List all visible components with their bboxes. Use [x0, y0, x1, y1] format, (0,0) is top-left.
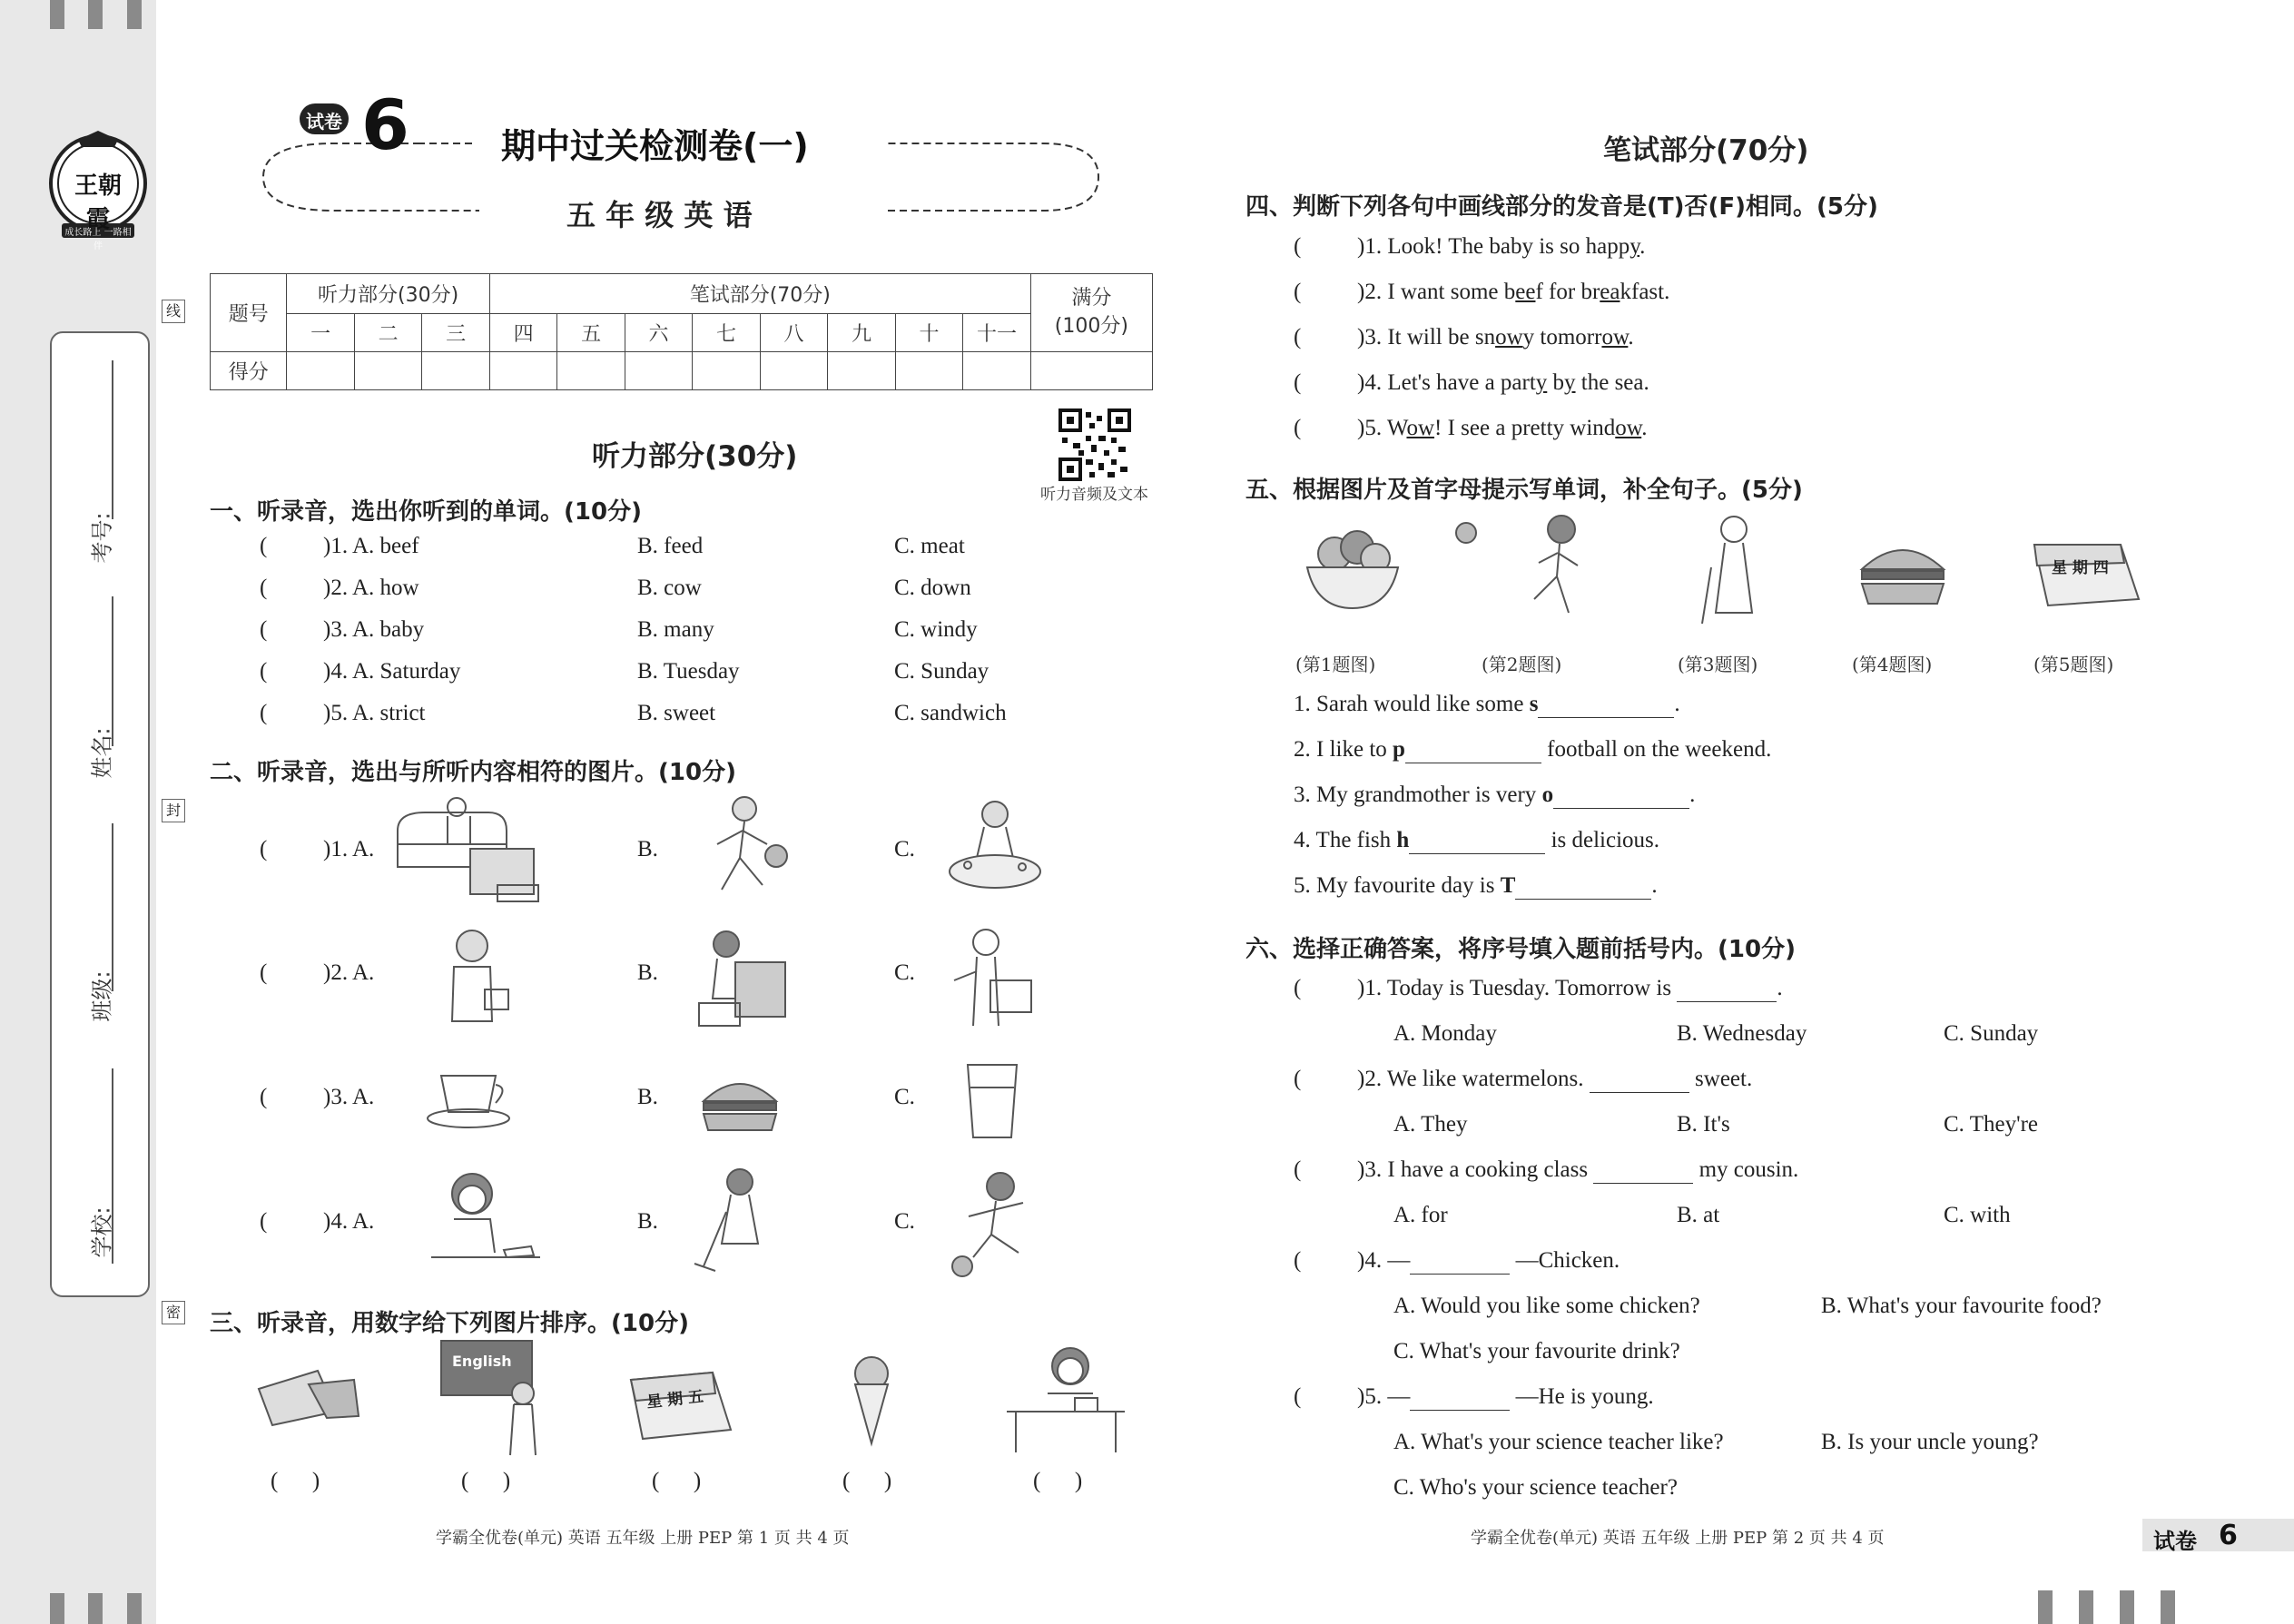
- underlined-part: ow: [1601, 325, 1629, 349]
- score-cell[interactable]: [557, 352, 625, 390]
- hint-letter: h: [1396, 828, 1410, 852]
- order-paren[interactable]: ( ): [1033, 1469, 1083, 1493]
- score-cell[interactable]: [489, 352, 556, 390]
- q-text: 1. Sarah would like some: [1294, 692, 1530, 716]
- answer-blank[interactable]: [1405, 737, 1541, 763]
- option-a: A. They: [1393, 1112, 1468, 1137]
- order-paren[interactable]: ( ): [271, 1469, 320, 1493]
- option-c-label: C.: [894, 837, 915, 861]
- q-text: kfast.: [1620, 280, 1670, 304]
- column-header: 四: [489, 314, 556, 352]
- option-b-label: B.: [637, 960, 658, 985]
- class-label: 班级:: [89, 970, 115, 1022]
- boy-kicking-ball-picture: [1452, 513, 1598, 617]
- picture-caption: (第3题图): [1678, 654, 1758, 675]
- binding-mark: [127, 1593, 142, 1624]
- question-5-1: [1294, 692, 1680, 718]
- column-header: 九: [828, 314, 895, 352]
- part6-heading: 六、选择正确答案，将序号填入题前括号内。(10分): [1245, 936, 1796, 963]
- answer-blank[interactable]: [1409, 828, 1545, 854]
- binding-mark: [2038, 1590, 2053, 1624]
- tea-cup-picture: [423, 1062, 514, 1135]
- column-header: 六: [625, 314, 692, 352]
- calendar-text: 星 期 五: [645, 1387, 704, 1412]
- order-paren[interactable]: ( ): [461, 1469, 511, 1493]
- q-text: )5. —: [1357, 1384, 1411, 1409]
- answer-paren[interactable]: (: [260, 617, 268, 642]
- option-c: C. meat: [894, 534, 965, 558]
- q-text: —He is young.: [1510, 1384, 1654, 1409]
- q-text: .: [1628, 325, 1634, 349]
- underlined-part: ea: [1600, 280, 1620, 304]
- board-text: English: [452, 1353, 512, 1370]
- underlined-part: ee: [1515, 280, 1536, 304]
- question-5-5: [1294, 873, 1658, 900]
- q-text: sweet.: [1689, 1067, 1753, 1091]
- glass-water-picture: [960, 1060, 1024, 1142]
- option-c: C. Who's your science teacher?: [1393, 1475, 1678, 1500]
- full-score-value: (100分): [1054, 314, 1128, 338]
- girl-football-picture: [946, 1166, 1055, 1284]
- answer-blank[interactable]: [1590, 1067, 1689, 1093]
- option-c: C. with: [1944, 1203, 2011, 1227]
- question-4-1: [1357, 234, 1645, 260]
- logo-tagline: 成长路上 一路相伴: [64, 228, 132, 251]
- column-header: 十: [895, 314, 962, 352]
- writing-title: 笔试部分(70分): [1603, 134, 1809, 167]
- seal-mark: 线: [162, 300, 185, 323]
- question-6-4: [1357, 1248, 1620, 1275]
- listening-header: 听力部分(30分): [287, 274, 489, 314]
- option-c: C. sandwich: [894, 701, 1007, 725]
- binding-mark: [2161, 1590, 2175, 1624]
- underlined-part: ow: [1615, 416, 1642, 440]
- question-2-3: )3. A.: [323, 1085, 375, 1109]
- option-b-label: B.: [637, 1085, 658, 1109]
- question-1-4: )4. A. Saturday: [323, 659, 461, 684]
- salad-picture: [1303, 522, 1403, 613]
- column-header: 七: [693, 314, 760, 352]
- picture-caption: (第1题图): [1295, 654, 1376, 675]
- exam-badge-label: 试卷: [306, 111, 342, 133]
- option-c: C. down: [894, 576, 971, 600]
- q-text: The baby is so happ: [1448, 234, 1630, 259]
- girl-sweeping-picture: [690, 1162, 790, 1280]
- question-5-3: [1294, 782, 1695, 809]
- footer-right: 学霸全优卷(单元) 英语 五年级 上册 PEP 第 2 页 共 4 页: [1471, 1529, 1885, 1548]
- q-text: )4. Let's have a part: [1357, 370, 1536, 395]
- girl-piano-picture: [690, 926, 790, 1035]
- answer-paren[interactable]: (: [1294, 370, 1302, 395]
- answer-blank[interactable]: [1677, 976, 1777, 1002]
- q-text: 2. I like to: [1294, 737, 1393, 762]
- option-b: B. sweet: [637, 701, 716, 725]
- sandwich-picture: [254, 1362, 363, 1434]
- q-text: .: [1639, 234, 1646, 259]
- underlined-part: y: [1629, 234, 1640, 259]
- option-a: A. Monday: [1393, 1021, 1497, 1046]
- exam-subtitle: 五 年 级 英 语: [566, 198, 753, 232]
- option-b: B. feed: [637, 534, 704, 558]
- score-table: [210, 273, 1153, 390]
- binding-mark: [2079, 1590, 2093, 1624]
- answer-paren[interactable]: (: [1294, 1067, 1302, 1091]
- question-4-3: [1357, 325, 1634, 350]
- listening-title: 听力部分(30分): [592, 440, 798, 473]
- q-text: )1. Look!: [1357, 234, 1449, 259]
- option-b-label: B.: [637, 837, 658, 861]
- full-score-label: 满分: [1071, 286, 1112, 310]
- boy-picture: [427, 926, 527, 1035]
- answer-blank[interactable]: [1515, 873, 1651, 900]
- hamburger-picture: [1857, 531, 1948, 613]
- q-text: football on the weekend.: [1541, 737, 1772, 762]
- q-text: )4. —: [1357, 1248, 1411, 1273]
- option-b: B. What's your favourite food?: [1821, 1294, 2102, 1318]
- answer-blank[interactable]: [1538, 692, 1674, 718]
- option-a: A. What's your science teacher like?: [1393, 1430, 1724, 1454]
- option-b: B. Wednesday: [1677, 1021, 1807, 1046]
- binding-mark: [88, 0, 103, 29]
- exam-title: 期中过关检测卷(一): [501, 126, 809, 166]
- q-text: 4. The fish: [1294, 828, 1397, 852]
- order-paren[interactable]: ( ): [842, 1469, 892, 1493]
- footer-left: 学霸全优卷(单元) 英语 五年级 上册 PEP 第 1 页 共 4 页: [436, 1529, 850, 1548]
- q-text: the sea.: [1575, 370, 1649, 395]
- score-cell[interactable]: [287, 352, 354, 390]
- question-1-3: )3. A. baby: [323, 617, 425, 642]
- underlined-part: ow: [1406, 416, 1435, 440]
- qr-caption: 听力音频及文本: [1040, 486, 1148, 504]
- answer-paren[interactable]: (: [1294, 1157, 1302, 1182]
- exam-tag-number: 6: [2219, 1520, 2238, 1551]
- question-4-2: [1357, 280, 1669, 305]
- q-text: is delicious.: [1545, 828, 1660, 852]
- question-2-4: )4. A.: [323, 1209, 375, 1234]
- picture-caption: (第4题图): [1852, 654, 1933, 675]
- exam-no-label: 考号:: [89, 512, 115, 564]
- q-text: )2. We like watermelons.: [1357, 1067, 1590, 1091]
- column-header: 五: [557, 314, 625, 352]
- girl-homework-picture: [427, 1166, 545, 1275]
- option-b: B. It's: [1677, 1112, 1730, 1137]
- q-text: f for br: [1535, 280, 1600, 304]
- calendar-text: 星 期 四: [2052, 559, 2109, 577]
- student-info-box: [50, 331, 150, 1297]
- exam-tag-label: 试卷: [2153, 1529, 2197, 1554]
- exam-number: 6: [361, 84, 409, 165]
- score-cell[interactable]: [693, 352, 760, 390]
- question-6-1: [1357, 976, 1783, 1002]
- score-cell[interactable]: [760, 352, 827, 390]
- q-text: )2. I want some b: [1357, 280, 1516, 304]
- score-cell[interactable]: [963, 352, 1030, 390]
- score-cell[interactable]: [422, 352, 489, 390]
- part1-heading: 一、听录音，选出你听到的单词。(10分): [210, 498, 642, 526]
- q-text: my cousin.: [1693, 1157, 1799, 1182]
- option-c: C. Sunday: [894, 659, 989, 684]
- seal-mark: 封: [162, 799, 185, 822]
- ice-cream-picture: [844, 1348, 899, 1448]
- question-1-5: )5. A. strict: [323, 701, 426, 725]
- q-text: )3. I have a cooking class: [1357, 1157, 1594, 1182]
- writing-header: 笔试部分(70分): [489, 274, 1030, 314]
- school-label: 学校:: [89, 1206, 115, 1258]
- question-1-2: )2. A. how: [323, 576, 419, 600]
- option-c: C. windy: [894, 617, 978, 642]
- part4-heading: 四、判断下列各句中画线部分的发音是(T)否(F)相同。(5分): [1245, 193, 1878, 221]
- basketball-boy-picture: [690, 794, 799, 903]
- score-cell[interactable]: [828, 352, 895, 390]
- underlined-part: ow: [1495, 325, 1523, 349]
- part2-heading: 二、听录音，选出与所听内容相符的图片。(10分): [210, 759, 736, 786]
- option-c-label: C.: [894, 1209, 915, 1234]
- order-paren[interactable]: ( ): [652, 1469, 702, 1493]
- question-5-4: [1294, 828, 1659, 854]
- hint-letter: T: [1500, 873, 1516, 898]
- column-header: 八: [760, 314, 827, 352]
- question-2-1: )1. A.: [323, 837, 375, 861]
- question-4-4: [1357, 370, 1649, 396]
- name-label: 姓名:: [89, 727, 115, 779]
- q-text: 3. My grandmother is very: [1294, 782, 1542, 807]
- picture-caption: (第2题图): [1482, 654, 1562, 675]
- score-cell[interactable]: [895, 352, 962, 390]
- answer-paren[interactable]: (: [1294, 280, 1302, 304]
- answer-paren[interactable]: (: [260, 534, 268, 558]
- q-text: 5. My favourite day is: [1294, 873, 1501, 898]
- answer-paren[interactable]: (: [260, 837, 268, 861]
- q-text: y tomorr: [1522, 325, 1602, 349]
- underlined-part: y: [1535, 370, 1548, 395]
- option-b-label: B.: [637, 1209, 658, 1234]
- part5-heading: 五、根据图片及首字母提示写单词，补全句子。(5分): [1245, 477, 1803, 504]
- full-score-cell: [1030, 274, 1152, 352]
- q-text: —Chicken.: [1510, 1248, 1620, 1273]
- question-1-1: )1. A. beef: [323, 534, 419, 558]
- q-text: )5. W: [1357, 416, 1407, 440]
- answer-paren[interactable]: (: [260, 1085, 268, 1109]
- q-text: b: [1547, 370, 1565, 395]
- question-6-5: [1357, 1384, 1654, 1411]
- old-man-picture: [950, 926, 1040, 1044]
- question-2-2: )2. A.: [323, 960, 375, 985]
- underlined-part: y: [1564, 370, 1576, 395]
- binding-mark: [50, 0, 64, 29]
- binding-mark: [88, 1593, 103, 1624]
- binding-mark: [127, 0, 142, 29]
- answer-paren[interactable]: (: [1294, 325, 1302, 349]
- hint-letter: o: [1541, 782, 1554, 807]
- option-b: B. cow: [637, 576, 702, 600]
- hint-letter: s: [1529, 692, 1539, 716]
- option-c-label: C.: [894, 1085, 915, 1109]
- class-line: [112, 823, 113, 991]
- score-cell[interactable]: [354, 352, 421, 390]
- column-header: 三: [422, 314, 489, 352]
- option-b: B. Tuesday: [637, 659, 740, 684]
- answer-paren[interactable]: (: [260, 960, 268, 985]
- exam-no-line: [112, 360, 113, 519]
- option-b: B. many: [637, 617, 714, 642]
- option-c: C. They're: [1944, 1112, 2039, 1137]
- column-header: 一: [287, 314, 354, 352]
- question-6-2: [1357, 1067, 1752, 1093]
- answer-blank[interactable]: [1553, 782, 1689, 809]
- option-a: A. Would you like some chicken?: [1393, 1294, 1700, 1318]
- answer-blank[interactable]: [1410, 1384, 1510, 1411]
- q-text: ! I see a pretty wind: [1434, 416, 1616, 440]
- option-c-label: C.: [894, 960, 915, 985]
- question-4-5: [1357, 416, 1647, 441]
- q-text: .: [1641, 416, 1648, 440]
- q-text: )3. It will be sn: [1357, 325, 1496, 349]
- score-cell[interactable]: [1030, 352, 1152, 390]
- column-header: 二: [354, 314, 421, 352]
- washing-clothes-picture: [940, 794, 1049, 903]
- q-text: .: [1777, 976, 1783, 1000]
- logo-text: 王朝霞: [74, 172, 122, 233]
- hint-letter: p: [1393, 737, 1405, 762]
- answer-paren[interactable]: (: [1294, 1384, 1302, 1409]
- row-label-score: 得分: [211, 352, 287, 390]
- answer-paren[interactable]: (: [1294, 1248, 1302, 1273]
- qr-code[interactable]: [1058, 408, 1131, 481]
- answer-paren[interactable]: (: [260, 659, 268, 684]
- binding-mark: [2120, 1590, 2134, 1624]
- row-label-question: 题号: [211, 274, 287, 352]
- q-text: .: [1689, 782, 1696, 807]
- answer-paren[interactable]: (: [260, 576, 268, 600]
- score-cell[interactable]: [625, 352, 692, 390]
- seal-mark: 密: [162, 1301, 185, 1324]
- brand-logo: [44, 127, 153, 251]
- boy-desk-picture: [1002, 1343, 1129, 1457]
- column-header: 十一: [963, 314, 1030, 352]
- binding-mark: [50, 1593, 64, 1624]
- answer-paren[interactable]: (: [260, 1209, 268, 1234]
- q-text: )1. Today is Tuesday. Tomorrow is: [1357, 976, 1678, 1000]
- option-b: B. Is your uncle young?: [1821, 1430, 2039, 1454]
- answer-blank[interactable]: [1593, 1157, 1693, 1184]
- name-line: [112, 596, 113, 746]
- picture-caption: (第5题图): [2033, 654, 2114, 675]
- option-c: C. Sunday: [1944, 1021, 2039, 1046]
- answer-paren[interactable]: (: [1294, 416, 1302, 440]
- q-text: .: [1651, 873, 1658, 898]
- part3-heading: 三、听录音，用数字给下列图片排序。(10分): [210, 1310, 689, 1337]
- answer-paren[interactable]: (: [260, 701, 268, 725]
- hamburger-picture: [699, 1067, 781, 1139]
- answer-paren[interactable]: (: [1294, 234, 1302, 259]
- q-text: .: [1674, 692, 1680, 716]
- question-5-2: [1294, 737, 1771, 763]
- grandmother-picture: [1689, 513, 1770, 626]
- answer-paren[interactable]: (: [1294, 976, 1302, 1000]
- option-b: B. at: [1677, 1203, 1720, 1227]
- question-6-3: [1357, 1157, 1798, 1184]
- option-a: A. for: [1393, 1203, 1448, 1227]
- sofa-tv-picture: [389, 794, 543, 903]
- answer-blank[interactable]: [1410, 1248, 1510, 1275]
- option-c: C. What's your favourite drink?: [1393, 1339, 1680, 1363]
